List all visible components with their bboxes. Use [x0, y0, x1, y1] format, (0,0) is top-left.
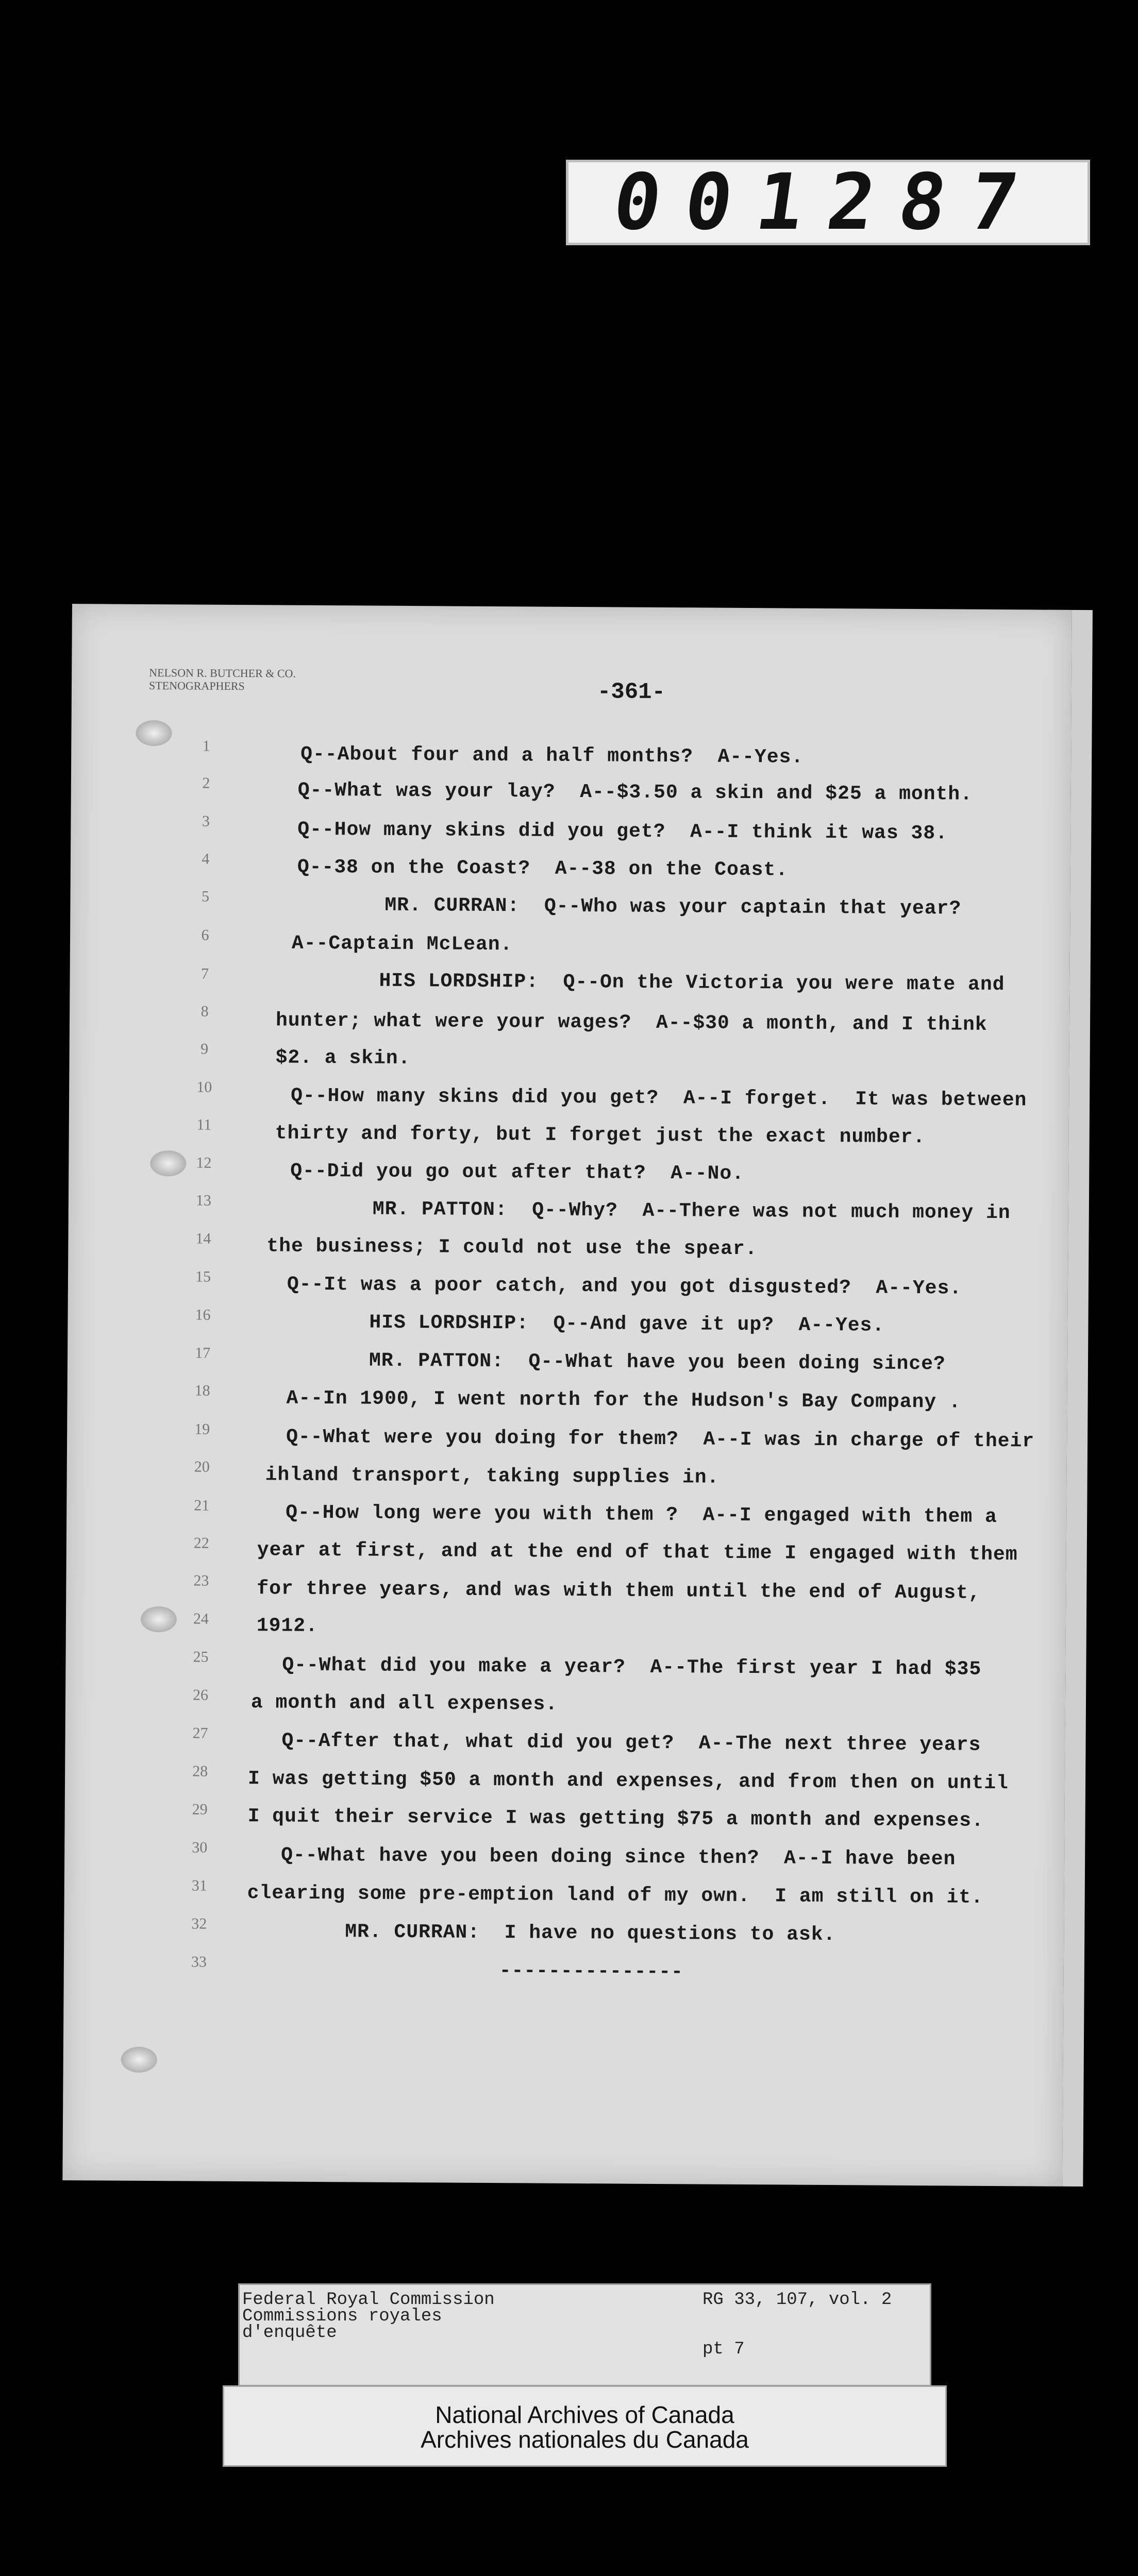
line-number: 28 [192, 1762, 208, 1780]
punch-hole [136, 720, 172, 746]
line-number: 16 [195, 1306, 211, 1324]
line-number: 30 [192, 1839, 208, 1856]
line-number: 21 [194, 1497, 210, 1514]
line-number: 25 [193, 1648, 209, 1666]
line-number: 13 [195, 1192, 212, 1209]
line-number: 4 [202, 850, 210, 868]
line-number: 3 [202, 812, 210, 830]
page-number: -361- [597, 679, 666, 706]
line-number: 32 [191, 1915, 207, 1933]
punch-hole [121, 2047, 157, 2073]
line-number: 14 [195, 1230, 211, 1247]
document-page [62, 604, 1072, 2187]
transcript-line: $2. a skin. [275, 1046, 411, 1070]
transcript-line: Q--About four and a half months? A--Yes. [300, 743, 804, 769]
transcript-line: Q--What have you been doing since then? A--I have been [281, 1844, 956, 1871]
transcript-line: I was getting $50 a month and expenses, and from then on until [247, 1768, 1009, 1795]
line-number: 33 [191, 1953, 207, 1971]
transcript-line: Q--38 on the Coast? A--38 on the Coast. [297, 856, 789, 882]
frame-number: 001287 [608, 158, 1048, 247]
transcript-line: Q--It was a poor catch, and you got disgusted? A--Yes. [287, 1273, 962, 1300]
punch-hole [150, 1150, 186, 1176]
transcript-line: Q--After that, what did you get? A--The next three years [281, 1730, 981, 1756]
transcript-line: --------------- [499, 1960, 683, 1984]
transcript-line: Q--How many skins did you get? A--I forget. It was between [291, 1084, 1027, 1112]
transcript-line: the business; I could not use the spear. [266, 1235, 758, 1261]
label-title-fr-1: Commissions royales [242, 2307, 442, 2326]
line-number: 20 [194, 1458, 210, 1476]
punch-hole [141, 1606, 177, 1632]
letterhead-subtitle: STENOGRAPHERS [148, 679, 245, 693]
transcript-line: Q--What were you doing for them? A--I was in charge of their [286, 1426, 1035, 1453]
line-number: 1 [202, 737, 210, 755]
transcript-line: HIS LORDSHIP: Q--On the Victoria you were mate and [379, 970, 1005, 996]
transcript-line: 1912. [256, 1615, 319, 1637]
label-title-en: Federal Royal Commission [242, 2290, 495, 2310]
label-reference: RG 33, 107, vol. 2 [702, 2290, 892, 2310]
transcript-line: clearing some pre-emption land of my own. I am still on it. [247, 1882, 984, 1909]
line-number: 9 [200, 1040, 209, 1058]
transcript-line: MR. PATTON: Q--Why? A--There was not much money in [372, 1198, 1011, 1225]
frame-number-plate [566, 160, 1090, 245]
archives-name-fr: Archives nationales du Canada [421, 2426, 749, 2453]
line-number: 2 [202, 774, 210, 792]
line-number: 24 [193, 1610, 209, 1628]
transcript-line: MR. PATTON: Q--What have you been doing since? [369, 1349, 946, 1376]
line-number: 8 [200, 1003, 209, 1020]
archives-name-en: National Archives of Canada [435, 2401, 734, 2428]
line-number: 23 [193, 1572, 209, 1589]
transcript-line: MR. CURRAN: I have no questions to ask. [345, 1921, 836, 1946]
transcript-line: Q--How long were you with them ? A--I engaged with them a [286, 1501, 997, 1528]
transcript-line: ihland transport, taking supplies in. [265, 1464, 719, 1489]
archive-label [238, 2283, 931, 2386]
transcript-line: MR. CURRAN: Q--Who was your captain that year? [384, 894, 962, 920]
line-number: 19 [194, 1420, 210, 1438]
line-number: 22 [193, 1534, 209, 1552]
label-title-fr-2: d'enquête [242, 2323, 337, 2343]
letterhead [149, 666, 386, 693]
line-number: 27 [192, 1724, 208, 1742]
line-number: 29 [192, 1801, 208, 1818]
letterhead-company: NELSON R. BUTCHER & CO. [149, 666, 296, 680]
line-number: 31 [191, 1877, 207, 1894]
transcript-line: hunter; what were your wages? A--$30 a month, and I think [275, 1009, 988, 1036]
line-number: 12 [196, 1154, 212, 1172]
line-number: 18 [194, 1382, 210, 1399]
transcript-line: Q--What was your lay? A--$3.50 a skin and $25 a month. [297, 779, 973, 806]
line-number: 7 [201, 965, 209, 982]
line-number: 17 [195, 1344, 211, 1362]
transcript-line: A--Captain McLean. [291, 932, 513, 956]
transcript-line: Q--Did you go out after that? A--No. [290, 1160, 745, 1185]
transcript-line: a month and all expenses. [250, 1691, 558, 1716]
transcript-line: thirty and forty, but I forget just the exact number. [275, 1122, 926, 1149]
transcript-line: for three years, and was with them until the end of August, [257, 1578, 981, 1604]
transcript-line: year at first, and at the end of that time I engaged with them [257, 1539, 1018, 1566]
line-number: 5 [201, 888, 210, 905]
line-number: 10 [196, 1078, 212, 1096]
line-number: 11 [196, 1116, 212, 1133]
line-number: 26 [192, 1686, 209, 1704]
transcript-line: Q--How many skins did you get? A--I think it was 38. [297, 818, 948, 845]
line-number: 6 [201, 926, 209, 944]
transcript-line: Q--What did you make a year? A--The first year I had $35 [282, 1654, 982, 1681]
label-part: pt 7 [702, 2340, 745, 2359]
transcript-line: I quit their service I was getting $75 a month and expenses. [247, 1805, 984, 1832]
transcript-line: HIS LORDSHIP: Q--And gave it up? A--Yes. [369, 1311, 885, 1337]
transcript-line: A--In 1900, I went north for the Hudson's Bay Company . [286, 1387, 961, 1414]
line-number: 15 [195, 1268, 211, 1285]
archives-banner [223, 2385, 947, 2467]
